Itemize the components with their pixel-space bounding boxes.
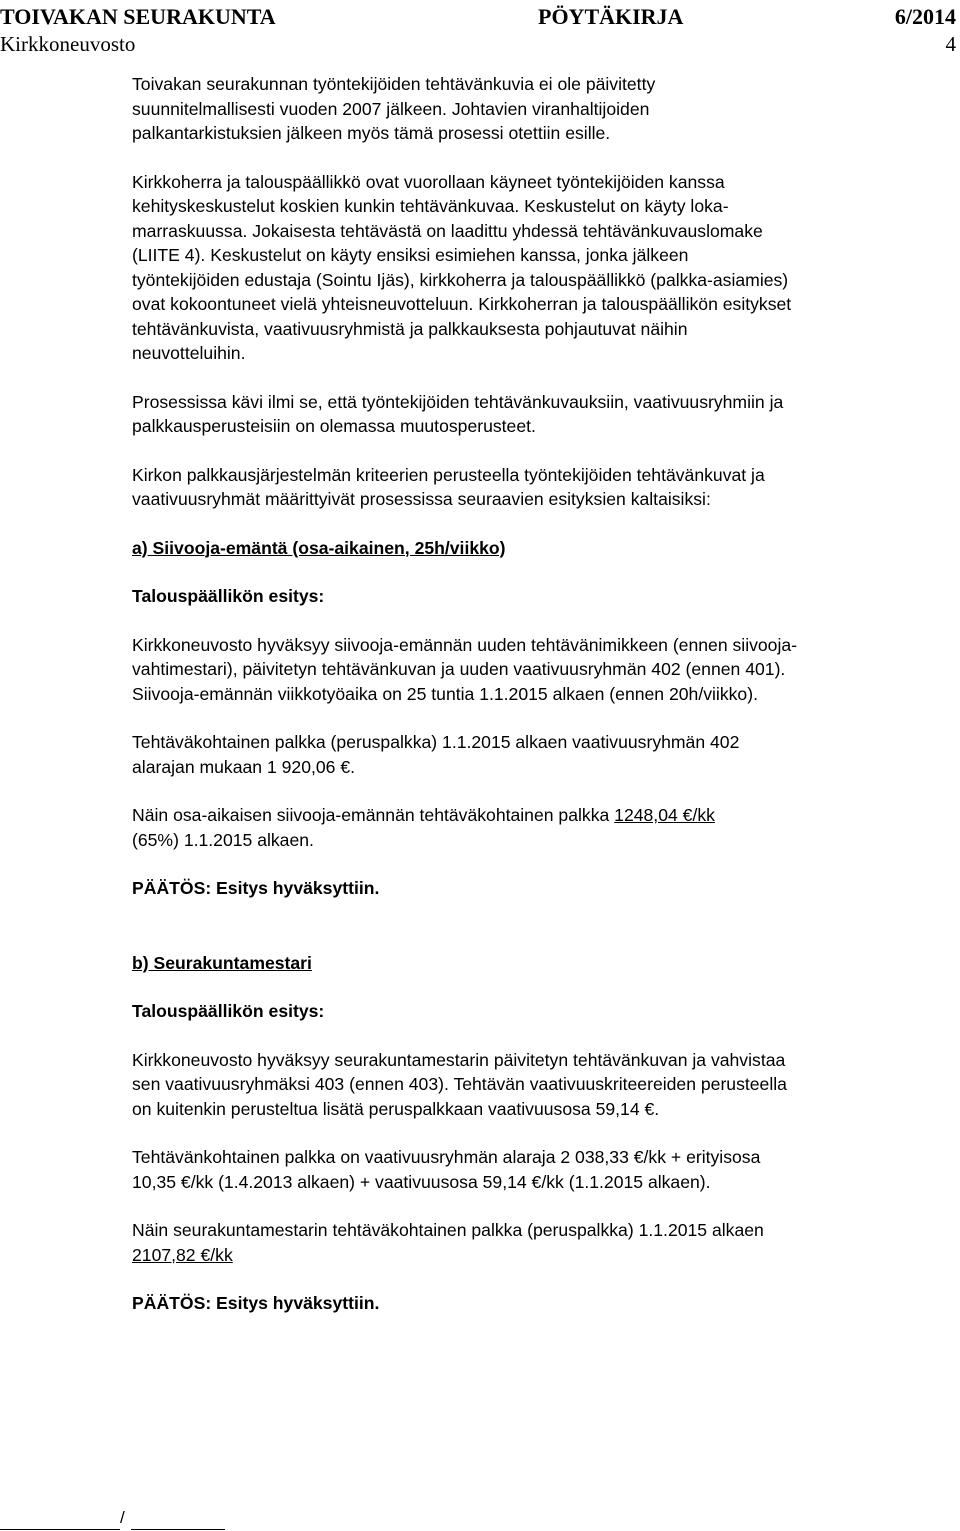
paragraph-discussions: Kirkkoherra ja talouspäällikkö ovat vuorollaan käyneet työntekijöiden kanssa kehityskeskustelut koskien kunkin tehtävänkuvaa. Keskustelut on käyty loka- marraskuussa. Jokaisesta tehtävästä on laadittu yhdessä tehtävänkuvauslomake (LIITE 4). Keskustelut on käyty ensiksi esimiehen kanssa, jonka jälkeen työntekijöiden edustaja (Sointu Ijäs), kirkkoherra ja talouspäällikkö (palkka-asiamies) ovat kokoontuneet vielä yhteisneuvotteluun. Kirkkoherran ja talouspäällikön esitykset tehtävänkuvista, vaativuusryhmistä ja palkkauksesta pohjautuvat näihin neuvotteluihin. bbox=[132, 171, 792, 363]
section-b-salary-text: Näin seurakuntamestarin tehtäväkohtainen palkka (peruspalkka) 1.1.2015 alkaen bbox=[132, 1220, 764, 1240]
section-b-heading: b) Seurakuntamestari bbox=[132, 952, 312, 973]
signature-separator: / bbox=[120, 1508, 125, 1527]
signature-footer bbox=[0, 1508, 960, 1531]
header-row-bottom bbox=[0, 32, 960, 58]
section-b-paragraph-1: Kirkkoneuvosto hyväksyy seurakuntamestarin päivitetyn tehtävänkuvan ja vahvistaa sen vaativuusryhmäksi 403 (ennen 403). Tehtävän vaativuuskriteereiden perusteella on kuitenkin perusteltua lisätä peruspalkkaan vaativuusosa 59,14 €. bbox=[132, 1049, 787, 1119]
paragraph-criteria: Kirkon palkkausjärjestelmän kriteerien perusteella työntekijöiden tehtävänkuvat ja vaativuusryhmät määrittyivät prosessissa seuraavien esityksien kaltaisiksi: bbox=[132, 464, 765, 509]
section-b-paragraph-2: Tehtävänkohtainen palkka on vaativuusryhmän alaraja 2 038,33 €/kk + erityisosa 10,35 €/kk (1.4.2013 alkaen) + vaativuusosa 59,14 €/kk (1.1.2015 alkaen). bbox=[132, 1147, 761, 1192]
signature-line-right bbox=[131, 1529, 225, 1530]
section-a-heading: a) Siivooja-emäntä (osa-aikainen, 25h/viikko) bbox=[132, 537, 506, 558]
section-b-salary-amount: 2107,82 €/kk bbox=[132, 1244, 233, 1265]
section-a-salary-note: (65%) 1.1.2015 alkaen. bbox=[132, 829, 314, 850]
section-a-decision: PÄÄTÖS: Esitys hyväksyttiin. bbox=[132, 878, 380, 898]
document-body bbox=[132, 72, 932, 1316]
document-header bbox=[0, 0, 960, 60]
paragraph-findings: Prosessissa kävi ilmi se, että työntekijöiden tehtävänkuvauksiin, vaativuusryhmiin ja palkkausperusteisiin on olemassa muutosperusteet. bbox=[132, 391, 784, 436]
section-b-paragraph-3 bbox=[132, 1218, 932, 1267]
section-a-salary-text: Näin osa-aikaisen siivooja-emännän tehtäväkohtainen palkka bbox=[132, 805, 615, 825]
header-row-top bbox=[0, 4, 960, 30]
section-a-proposal-label: Talouspäällikön esitys: bbox=[132, 586, 325, 606]
section-a-paragraph-2: Tehtäväkohtainen palkka (peruspalkka) 1.1.2015 alkaen vaativuusryhmän 402 alarajan mukaan 1 920,06 €. bbox=[132, 732, 740, 777]
paragraph-background: Toivakan seurakunnan työntekijöiden tehtävänkuvia ei ole päivitetty suunnitelmallisesti vuoden 2007 jälkeen. Johtavien viranhaltijoiden palkantarkistuksien jälkeen myös tämä prosessi otettiin esille. bbox=[132, 74, 656, 143]
document-number: 6/2014 bbox=[894, 4, 956, 29]
organization-name: TOIVAKAN SEURAKUNTA bbox=[0, 4, 276, 29]
section-b-decision: PÄÄTÖS: Esitys hyväksyttiin. bbox=[132, 1293, 380, 1313]
document-type: PÖYTÄKIRJA bbox=[538, 4, 684, 29]
section-a-paragraph-1: Kirkkoneuvosto hyväksyy siivooja-emännän uuden tehtävänimikkeen (ennen siivooja- vahtimestari), päivitetyn tehtävänkuvan ja uuden vaativuusryhmän 402 (ennen 401). Siivooja-emännän viikkotyöaika on 25 tuntia 1.1.2015 alkaen (ennen 20h/viikko). bbox=[132, 634, 798, 704]
page-number: 4 bbox=[945, 32, 956, 56]
section-b-proposal-label: Talouspäällikön esitys: bbox=[132, 1001, 325, 1021]
body-name: Kirkkoneuvosto bbox=[0, 32, 136, 56]
signature-line-left bbox=[0, 1529, 120, 1530]
section-a-salary-amount: 1248,04 €/kk bbox=[614, 805, 715, 825]
section-a-paragraph-3 bbox=[132, 803, 932, 852]
